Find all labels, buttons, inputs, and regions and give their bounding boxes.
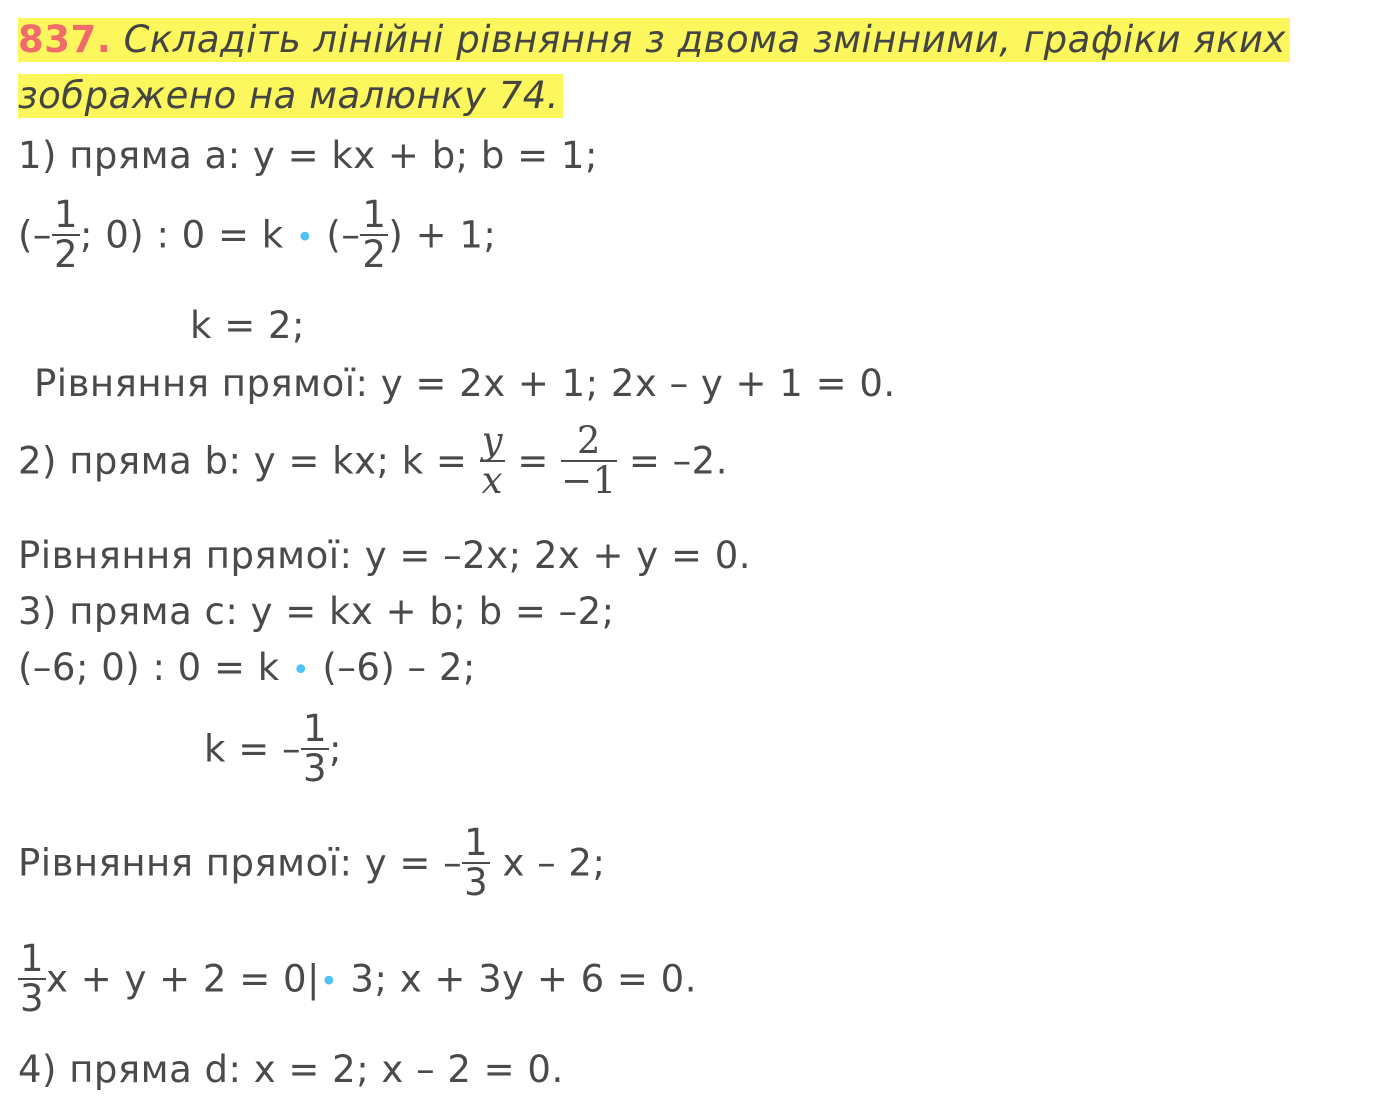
fraction: $\frac{1}{3}$ [302,707,327,790]
solution2-line2: Рівняння прямої: у = –2х; 2х + у = 0. [18,534,752,577]
solution1-line3: k = 2; [190,304,305,347]
multiply-dot-icon: • [319,964,339,1000]
task-text-2: зображено на малюнку 74. [18,74,563,118]
solution1-line4: Рівняння прямої: у = 2х + 1; 2х – у + 1 = 0. [34,362,896,405]
solution3-line4: Рівняння прямої: у = – $\frac{1}{3}$ х – 2; [18,821,606,904]
fraction: $\frac{y}{x}$ [481,419,504,502]
solution3-line1: 3) пряма с: у = kх + b; b = –2; [18,590,615,633]
solution3-line2: (–6; 0) : 0 = k • (–6) – 2; [18,646,476,689]
solution1-line1: 1) пряма а: у = kх + b; b = 1; [18,134,598,177]
fraction: $\frac{1}{2}$ [362,193,387,276]
task-text-1: Складіть лінійні рівняння з двома змінними, графіки яких [123,18,1286,61]
fraction: $\frac{1}{3}$ [464,821,489,904]
fraction: $\frac{2}{-1}$ [561,419,617,502]
multiply-dot-icon: • [291,653,311,688]
task-statement-line2 [18,74,563,118]
multiply-dot-icon: • [295,220,315,256]
solution3-line5: $\frac{1}{3}$ х + у + 2 = 0|• 3; х + 3у + 6 = 0. [20,937,697,1020]
solution2-line1: 2) пряма b: у = kх; k = $\frac{y}{x}$ = $\frac{2}{-1}$ = –2. [18,419,728,502]
task-number: 837. [18,18,112,61]
fraction: $\frac{1}{3}$ [20,937,45,1020]
fraction: $\frac{1}{2}$ [53,193,78,276]
solution1-line2: (– $\frac{1}{2}$ ; 0) : 0 = k • (– $\frac{1}{2}$ ) + 1; [18,193,497,276]
task-statement-line1 [18,18,1290,62]
solution3-line3: k = – $\frac{1}{3}$ ; [204,707,342,790]
solution4-line1: 4) пряма d: х = 2; х – 2 = 0. [18,1048,564,1091]
